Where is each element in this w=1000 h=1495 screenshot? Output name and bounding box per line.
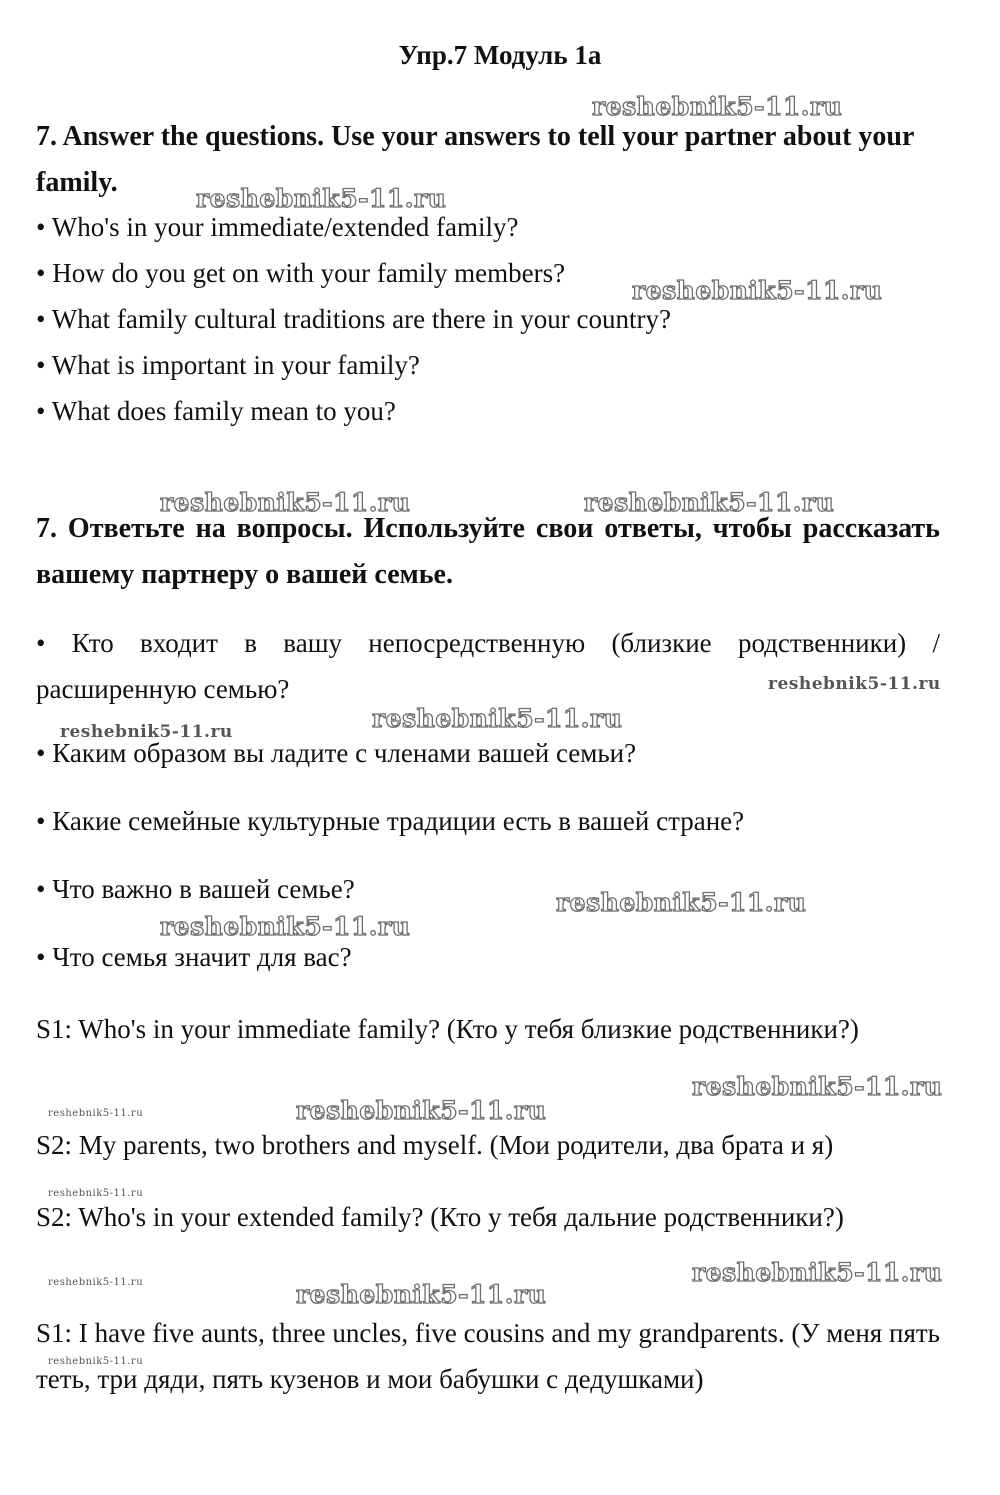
watermark: reshebnik5-11.ru xyxy=(692,1072,943,1101)
english-question-1: • Who's in your immediate/extended family? xyxy=(36,212,519,242)
english-question-5: • What does family mean to you? xyxy=(36,396,396,426)
watermark: reshebnik5-11.ru xyxy=(584,488,835,517)
watermark: reshebnik5-11.ru xyxy=(296,1280,547,1309)
english-heading: 7. Answer the questions. Use your answers to tell your partner about your family. xyxy=(36,121,914,198)
watermark: reshebnik5-11.ru xyxy=(632,276,883,305)
watermark: reshebnik5-11.ru xyxy=(296,1096,547,1125)
english-question-3: • What family cultural traditions are there in your country? xyxy=(36,304,671,334)
russian-question-5: • Что семья значит для вас? xyxy=(36,942,352,972)
watermark: reshebnik5-11.ru xyxy=(160,912,411,941)
dialogue-line-1: S1: Who's in your immediate family? (Кто у тебя близкие родственники?) xyxy=(36,1014,859,1044)
dialogue-line-2: S2: My parents, two brothers and myself. (Мои родители, два брата и я) xyxy=(36,1130,834,1160)
dialogue-line-3: S2: Who's in your extended family? (Кто у тебя дальние родственники?) xyxy=(36,1202,844,1232)
watermark: reshebnik5-11.ru xyxy=(48,1356,144,1367)
english-question-2: • How do you get on with your family members? xyxy=(36,258,566,288)
watermark: reshebnik5-11.ru xyxy=(556,888,807,917)
dialogue-line-4: S1: I have five aunts, three uncles, five cousins and my grandparents. (У меня пять теть, три дяди, пять кузенов и мои бабушки с дедушками) xyxy=(36,1318,940,1394)
watermark: reshebnik5-11.ru xyxy=(60,722,233,742)
watermark: reshebnik5-11.ru xyxy=(196,184,447,213)
watermark: reshebnik5-11.ru xyxy=(160,488,411,517)
russian-question-4: • Что важно в вашей семье? xyxy=(36,874,355,904)
watermark: reshebnik5-11.ru xyxy=(48,1277,144,1288)
english-question-4: • What is important in your family? xyxy=(36,350,420,380)
page-title: Упр.7 Модуль 1а xyxy=(398,40,602,70)
watermark: reshebnik5-11.ru xyxy=(592,92,843,121)
watermark: reshebnik5-11.ru xyxy=(768,674,941,694)
russian-question-1: • Кто входит в вашу непосредственную (близкие родственники) /расширенную семью? xyxy=(36,628,940,704)
watermark: reshebnik5-11.ru xyxy=(48,1188,144,1199)
russian-question-2: • Каким образом вы ладите с членами вашей семьи? xyxy=(36,738,637,768)
watermark: reshebnik5-11.ru xyxy=(48,1108,144,1119)
watermark: reshebnik5-11.ru xyxy=(372,704,623,733)
watermark: reshebnik5-11.ru xyxy=(692,1258,943,1287)
russian-heading: 7. Ответьте на вопросы. Используйте свои ответы, чтобы рассказать вашему партнеру о вашей семье. xyxy=(36,513,940,590)
russian-question-3: • Какие семейные культурные традиции есть в вашей стране? xyxy=(36,806,745,836)
